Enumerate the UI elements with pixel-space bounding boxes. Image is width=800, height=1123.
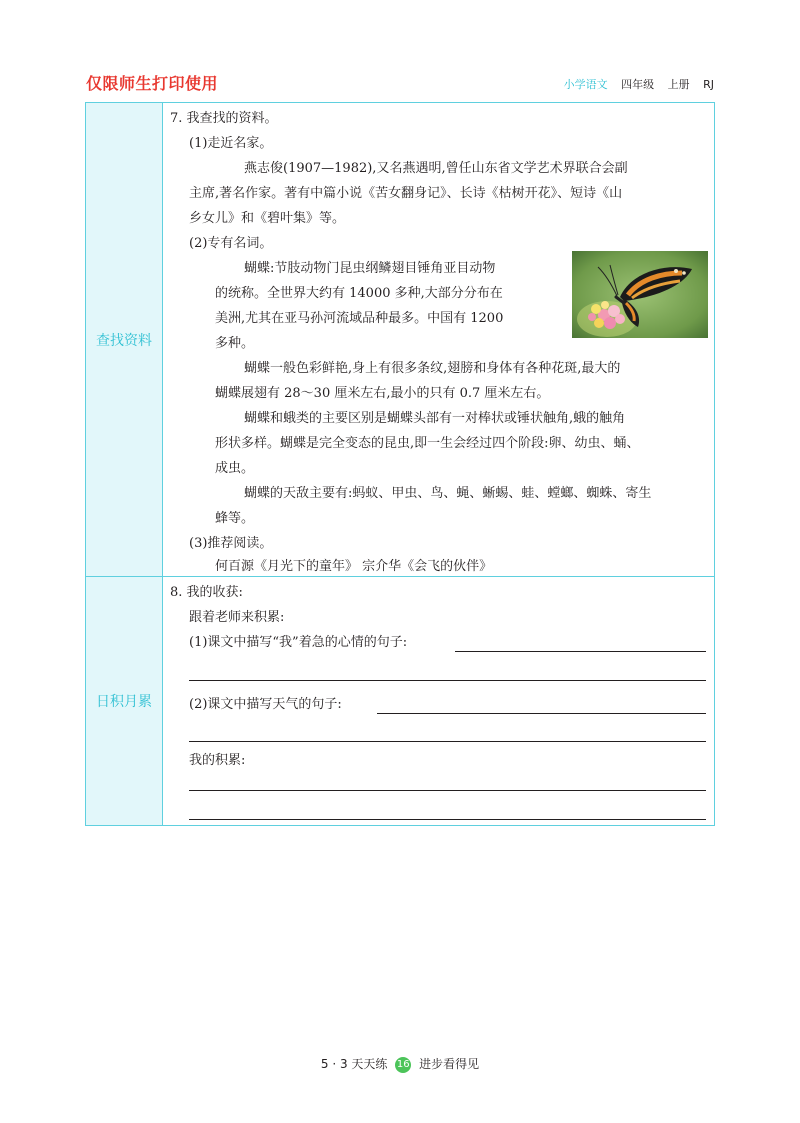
butterfly-photo (572, 251, 708, 338)
answer-line-3b[interactable] (189, 819, 706, 820)
butterfly-text: 的统称。全世界大约有 14000 多种,大部分分布在 (215, 286, 503, 301)
accumulate-intro: 跟着老师来积累: (189, 610, 285, 625)
footer (0, 1055, 800, 1073)
research-content (163, 103, 714, 576)
question-2-prompt: (2)课文中描写天气的句子: (189, 697, 342, 712)
footer-brand: 5 · 3 天天练 (320, 1057, 388, 1071)
volume-label: 上册 (667, 78, 690, 91)
author-text: 燕志俊(1907—1982),又名燕遇明,曾任山东省文学艺术界联合会副 (244, 161, 628, 176)
recommended-reading: 何百源《月光下的童年》 宗介华《会飞的伙伴》 (215, 559, 493, 574)
grade-label: 四年级 (621, 78, 655, 91)
my-accumulation-label: 我的积累: (189, 753, 246, 768)
section-label-research: 查找资料 (86, 103, 163, 576)
author-text: 乡女儿》和《碧叶集》等。 (189, 211, 346, 226)
page-number-badge: 16 (395, 1057, 411, 1073)
part3-title: (3)推荐阅读。 (189, 536, 273, 551)
part2-title: (2)专有名词。 (189, 236, 273, 251)
author-text: 主席,著名作家。著有中篇小说《苦女翻身记》、长诗《枯树开花》、短诗《山 (189, 186, 623, 201)
question-1-prompt: (1)课文中描写“我”着急的心情的句子: (189, 635, 408, 650)
butterfly-moth-text: 蝴蝶和蛾类的主要区别是蝴蝶头部有一对棒状或锤状触角,蛾的触角 (244, 411, 626, 426)
question-7-title: 7. 我查找的资料。 (170, 111, 278, 126)
butterfly-text: 美洲,尤其在亚马孙河流域品种最多。中国有 1200 (215, 311, 504, 326)
subject-label: 小学语文 (563, 78, 608, 91)
butterfly-color-text: 蝴蝶一般色彩鲜艳,身上有很多条纹,翅膀和身体有各种花斑,最大的 (244, 361, 621, 376)
butterfly-illustration (572, 251, 708, 338)
answer-line-1b[interactable] (189, 680, 706, 681)
answer-line-3a[interactable] (189, 790, 706, 791)
section-label-accumulate: 日积月累 (86, 577, 163, 825)
worksheet-table (85, 102, 715, 826)
butterfly-color-text: 蝴蝶展翅有 28～30 厘米左右,最小的只有 0.7 厘米左右。 (215, 386, 550, 401)
print-notice: 仅限师生打印使用 (86, 74, 219, 93)
accumulate-content (163, 577, 714, 825)
butterfly-enemy-text: 蜂等。 (215, 511, 255, 526)
section-research (86, 103, 714, 577)
part1-title: (1)走近名家。 (189, 136, 273, 151)
butterfly-text: 多种。 (215, 336, 255, 351)
butterfly-moth-text: 形状多样。蝴蝶是完全变态的昆虫,即一生会经过四个阶段:卵、幼虫、蛹、 (215, 436, 640, 451)
answer-line-1a[interactable] (455, 651, 706, 652)
header-meta (564, 76, 714, 92)
butterfly-moth-text: 成虫。 (215, 461, 255, 476)
answer-line-2b[interactable] (189, 741, 706, 742)
question-8-title: 8. 我的收获: (170, 585, 243, 600)
section-accumulate (86, 577, 714, 825)
footer-slogan: 进步看得见 (419, 1057, 480, 1071)
butterfly-enemy-text: 蝴蝶的天敌主要有:蚂蚁、甲虫、鸟、蝇、蜥蜴、蛙、螳螂、蜘蛛、寄生 (244, 486, 652, 501)
butterfly-text: 蝴蝶:节肢动物门昆虫纲鳞翅目锤角亚目动物 (244, 261, 496, 276)
answer-line-2a[interactable] (377, 713, 706, 714)
edition-label: RJ (703, 78, 714, 91)
